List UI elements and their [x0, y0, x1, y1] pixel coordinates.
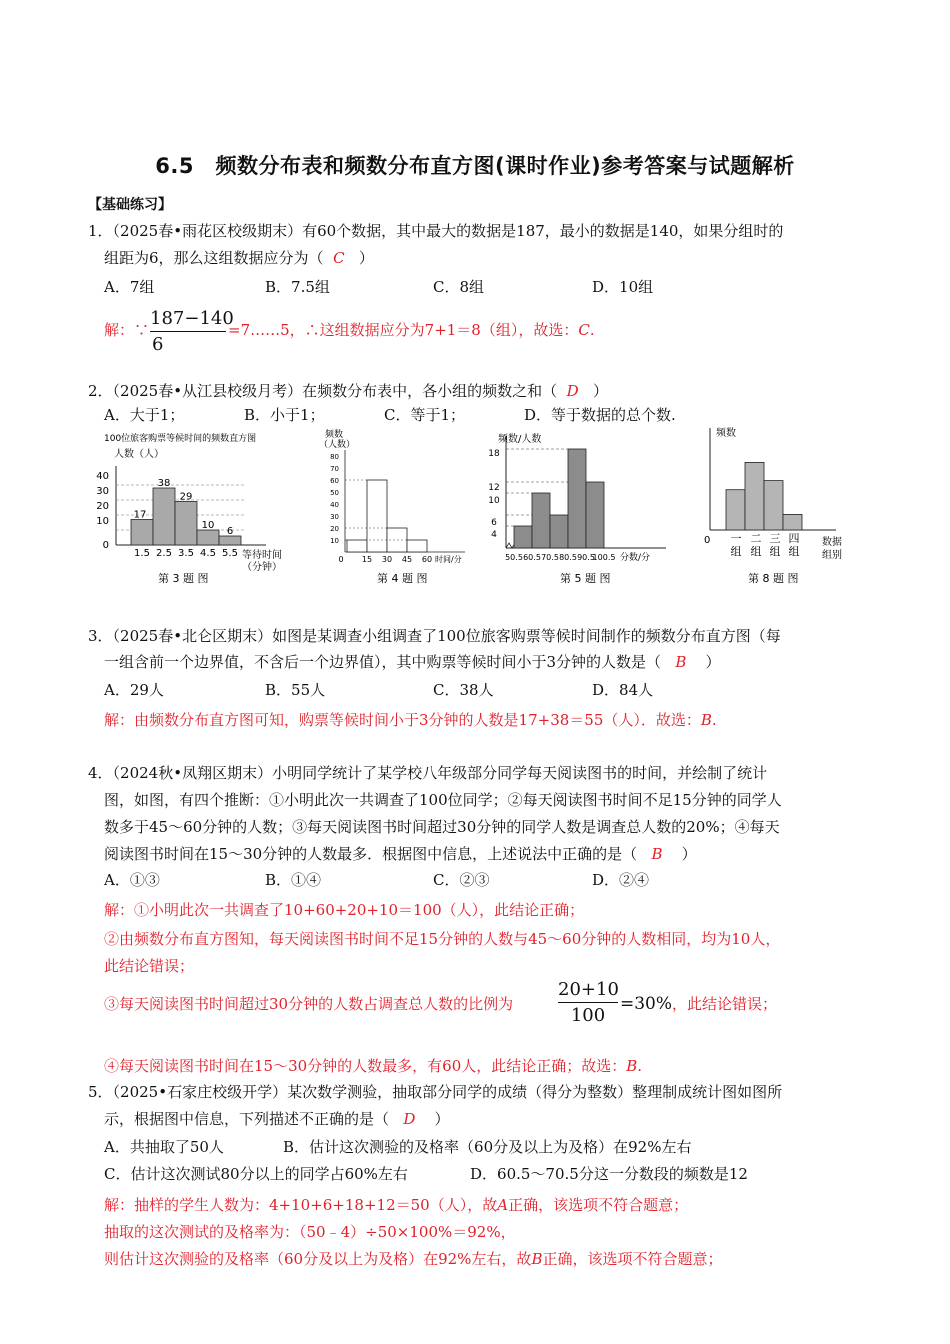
fig5-bar [514, 526, 532, 548]
q1-frac-bar [150, 331, 226, 332]
fig4-xtick-15: 15 [361, 555, 373, 564]
fig5-xtick-3: 70.5 [541, 553, 559, 562]
q1-solution-letter: C [578, 321, 590, 339]
q4-solution-2: ②由频数分布直方图知，每天阅读图书时间不足15分钟的人数与45～60分钟的人数相同，均为10人， [104, 930, 781, 948]
q5-line1: 5．（2025•石家庄校级开学）某次数学测验，抽取部分同学的成绩（得分为整数）整理制成统计图如图所 [88, 1083, 783, 1101]
figure-8-histogram [690, 424, 860, 588]
fig5-caption: 第 5 题 图 [560, 572, 611, 585]
fig4-xtick-60: 60 [421, 555, 433, 564]
q5-solution-3-end: 正确，该选项不符合题意； [542, 1250, 723, 1268]
fig8-group-4-bottom: 组 [788, 545, 800, 558]
fig3-bar [219, 536, 241, 545]
fig5-xtick-5: 90.5 [577, 553, 595, 562]
q3-option-d: D．84人 [592, 681, 654, 699]
q3-solution-letter: B [700, 711, 712, 729]
fig4-xlabel: 时间/分 [435, 555, 462, 564]
fig4-caption: 第 4 题 图 [377, 572, 428, 585]
q4-line3: 数多于45～60分钟的人数；③每天阅读图书时间超过30分钟的同学人数是调查总人数的20%；④每天 [104, 818, 780, 836]
q5-option-b: B．估计这次测验的及格率（60分及以上为及格）在92%左右 [283, 1138, 692, 1156]
q3-option-b: B．55人 [265, 681, 326, 699]
q5-option-d: D．60.5～70.5分这一分数段的频数是12 [470, 1165, 748, 1183]
fig4-ytick: 50 [330, 489, 339, 497]
fig4-bar [407, 540, 427, 552]
fig5-ytick-6: 6 [491, 518, 497, 528]
q1-option-b: B．7.5组 [265, 278, 330, 296]
q1-option-c: C．8组 [433, 278, 485, 296]
q4-solution-5-end: . [637, 1057, 643, 1075]
fig3-xtick-1: 1.5 [134, 548, 150, 559]
fig5-bar [568, 449, 586, 548]
q5-option-c: C．估计这次测试80分以上的同学占60%左右 [104, 1165, 408, 1183]
q1-option-a: A．7组 [104, 278, 155, 296]
q3-solution-end: . [711, 711, 717, 729]
fig4-bar [367, 480, 387, 552]
fig3-ytick-10: 10 [96, 516, 109, 527]
q3-line1: 3．（2025春•北仑区期末）如图是某调查小组调查了100位旅客购票等候时间制作的频数分布直方图（每 [88, 627, 781, 645]
q5-solution-2: 抽取的这次测试的及格率为：（50﹣4）÷50×100%＝92%， [104, 1223, 516, 1241]
fig5-bars [514, 449, 604, 548]
q4-option-d: D．②④ [592, 871, 650, 889]
fig3-ytick-20: 20 [96, 501, 109, 512]
fig4-ytick: 20 [330, 525, 339, 533]
fig5-ytick-12: 12 [488, 483, 500, 493]
q2-line1 [88, 377, 608, 405]
q2-option-d: D．等于数据的总个数. [524, 406, 676, 424]
fig3-bars [131, 478, 241, 545]
fig3-bar-label: 29 [179, 491, 193, 503]
fig5-xtick-4: 80.5 [559, 553, 577, 562]
q3-line2 [104, 648, 721, 676]
fig8-group-2-top: 二 [750, 532, 762, 545]
fig3-xtick-4: 4.5 [200, 548, 216, 559]
fig5-ytick-10: 10 [488, 496, 500, 506]
q4-solution-5-text: ④每天阅读图书时间在15～30分钟的人数最多，有60人，此结论正确；故选： [104, 1057, 627, 1075]
fig8-ylabel: 频数 [716, 428, 736, 439]
fig3-xlabel-1: 等待时间 [242, 550, 282, 561]
fig8-bar [783, 514, 802, 530]
q2-answer: D [566, 382, 579, 400]
q5-option-a: A．共抽取了50人 [104, 1138, 224, 1156]
figure-3-histogram [96, 428, 296, 588]
fig5-xtick-6: 100.5 [592, 553, 616, 562]
fig5-xtick-2: 60.5 [523, 553, 541, 562]
fig8-group-2-bottom: 组 [750, 545, 762, 558]
q5-solution-3-text: 则估计这次测验的及格率（60分及以上为及格）在92%左右，故 [104, 1250, 532, 1268]
q3-answer: B [675, 653, 687, 671]
q5-solution-1-text: 解：抽样的学生人数为：4+10+6+18+12＝50（人），故 [104, 1196, 498, 1214]
q5-stem-text: 示，根据图中信息，下列描述不正确的是（ [104, 1110, 390, 1128]
q1-solution-prefix: 解：∵ [104, 321, 150, 339]
q4-line2: 图，如图，有四个推断：①小明此次一共调查了100位同学；②每天阅读图书时间不足15分钟的同学人 [104, 791, 782, 809]
fig8-origin: 0 [704, 535, 711, 546]
q5-answer: D [403, 1110, 416, 1128]
q1-line1: 1．（2025春•雨花区校级期末）有60个数据，其中最大的数据是187，最小的数据是140，如果分组时的 [88, 222, 784, 240]
fig4-bar [347, 540, 367, 552]
q4-frac-bar [558, 1002, 618, 1003]
q2-stem-text: 2．（2025春•从江县校级月考）在频数分布表中，各小组的频数之和（ [88, 382, 558, 400]
q4-solution-1: 解：①小明此次一共调查了10+60+20+10＝100（人），此结论正确； [104, 901, 585, 919]
fig8-xlabel-2: 组别 [822, 550, 842, 561]
fig3-bar [131, 520, 153, 546]
q4-solution-5 [104, 1052, 642, 1080]
fig8-bar [745, 462, 764, 530]
fig4-ytick: 10 [330, 537, 339, 545]
q2-paren: ） [592, 382, 608, 400]
fig4-ytick: 40 [330, 501, 339, 509]
fig3-title: 100位旅客购票等候时间的频数直方图 [104, 434, 257, 444]
fig5-bar [550, 515, 568, 548]
q2-option-b: B．小于1； [244, 406, 325, 424]
fig4-xtick-30: 30 [381, 555, 393, 564]
figure-5-histogram [488, 430, 678, 588]
q3-stem-text: 一组含前一个边界值，不含后一个边界值），其中购票等候时间小于3分钟的人数是（ [104, 653, 662, 671]
q4-line4 [104, 840, 697, 868]
fig3-bar-label: 17 [133, 509, 147, 521]
fig8-xlabel-1: 数据 [822, 537, 842, 548]
fig4-origin: 0 [338, 555, 344, 564]
q1-solution-end: . [589, 321, 595, 339]
fig3-bar-label: 10 [201, 520, 215, 531]
fig5-ylabel: 频数/人数 [498, 434, 542, 445]
fig5-bar [532, 493, 550, 548]
q2-option-c: C．等于1； [384, 406, 466, 424]
q5-line2 [104, 1105, 449, 1133]
fig8-bar [726, 490, 745, 530]
fig3-bar-label: 6 [226, 526, 234, 537]
q1-option-d: D．10组 [592, 278, 654, 296]
fig3-bar [175, 502, 197, 546]
fig5-ytick-18: 18 [488, 449, 500, 459]
fig4-yticks [330, 453, 339, 545]
fig4-ytick: 60 [330, 477, 339, 485]
q1-paren: ） [358, 249, 374, 267]
fig3-bar-label: 38 [157, 478, 171, 489]
q1-line2 [104, 244, 374, 272]
q1-stem-text: 组距为6，那么这组数据应分为（ [104, 249, 324, 267]
q1-answer: C [333, 249, 345, 267]
q4-frac-result: =30% [620, 994, 673, 1014]
q5-solution-3-letter: B [531, 1250, 543, 1268]
q1-frac-num: 187−140 [150, 308, 234, 329]
q4-line1: 4．（2024秋•凤翔区期末）小明同学统计了某学校八年级部分同学每天阅读图书的时间，并绘制了统计 [88, 764, 768, 782]
fig8-bar [764, 481, 783, 530]
q5-paren: ） [434, 1110, 450, 1128]
q1-fraction [150, 308, 234, 355]
q4-answer: B [651, 845, 663, 863]
fig4-ytick: 30 [330, 513, 339, 521]
fig3-xtick-5: 5.5 [222, 548, 238, 559]
fig3-ytick-40: 40 [96, 471, 109, 482]
fig4-ylabel-2: （人数） [319, 440, 356, 450]
q3-solution [104, 706, 717, 734]
fig5-ytick-4: 4 [491, 530, 497, 540]
fig8-group-3-bottom: 组 [769, 545, 781, 558]
fig3-xtick-3: 3.5 [178, 548, 194, 559]
fig5-bar [586, 482, 604, 548]
page-title: 6.5 频数分布表和频数分布直方图(课时作业)参考答案与试题解析 [155, 154, 795, 178]
q3-paren: ） [705, 653, 721, 671]
fig3-ytick-0: 0 [102, 540, 109, 551]
q4-stem-text: 阅读图书时间在15～30分钟的人数最多．根据图中信息，上述说法中正确的是（ [104, 845, 638, 863]
fig8-group-3-top: 三 [769, 532, 781, 545]
q5-solution-1 [104, 1191, 688, 1219]
fig5-xtick-1: 50.5 [505, 553, 523, 562]
q4-option-c: C．②③ [433, 871, 490, 889]
q4-solution-5-letter: B [626, 1057, 638, 1075]
fig4-xtick-45: 45 [401, 555, 413, 564]
fig3-xlabel-2: （分钟） [242, 562, 282, 573]
figure-4-histogram [305, 428, 480, 588]
fig4-ylabel-1: 频数 [325, 430, 344, 440]
fig8-caption: 第 8 题 图 [748, 572, 799, 585]
fig8-group-4-top: 四 [788, 532, 800, 545]
fig8-group-1-bottom: 组 [730, 545, 742, 558]
q3-option-c: C．38人 [433, 681, 494, 699]
fig3-xtick-2: 2.5 [156, 548, 172, 559]
q1-solution-text: =7……5，∴这组数据应分为7+1＝8（组），故选： [228, 321, 579, 339]
q4-option-a: A．①③ [104, 871, 160, 889]
q1-frac-den: 6 [152, 334, 164, 355]
fig3-bar [153, 488, 175, 545]
q1-solution [228, 316, 595, 344]
q4-paren: ） [681, 845, 697, 863]
section-heading: 【基础练习】 [88, 197, 172, 213]
fig3-caption: 第 3 题 图 [158, 572, 209, 585]
q5-solution-1-end: 正确，该选项不符合题意； [508, 1196, 689, 1214]
q4-option-b: B．①④ [265, 871, 322, 889]
q4-solution-4-suffix: ，此结论错误； [672, 995, 778, 1013]
fig4-bars [345, 480, 427, 552]
q3-solution-text: 解：由频数分布直方图可知，购票等候时间小于3分钟的人数是17+38＝55（人）．故选： [104, 711, 701, 729]
fig8-bars [726, 462, 802, 530]
q4-fraction [558, 979, 618, 1026]
q4-solution-4-prefix: ③每天阅读图书时间超过30分钟的人数占调查总人数的比例为 [104, 995, 514, 1013]
q3-option-a: A．29人 [104, 681, 164, 699]
q4-solution-3: 此结论错误； [104, 957, 195, 975]
fig3-bar [197, 530, 219, 545]
fig3-ytick-30: 30 [96, 486, 109, 497]
fig4-ytick: 70 [330, 465, 339, 473]
q2-option-a: A．大于1； [104, 406, 185, 424]
fig8-group-1-top: 一 [730, 532, 742, 545]
fig3-ylabel: 人数（人） [114, 449, 164, 460]
q5-solution-1-letter: A [497, 1196, 509, 1214]
q5-solution-3 [104, 1245, 722, 1273]
fig5-xlabel: 分数/分 [620, 553, 651, 563]
q4-frac-den: 100 [570, 1005, 606, 1026]
fig4-ytick: 80 [330, 453, 339, 461]
q4-frac-num: 20+10 [558, 979, 619, 1000]
